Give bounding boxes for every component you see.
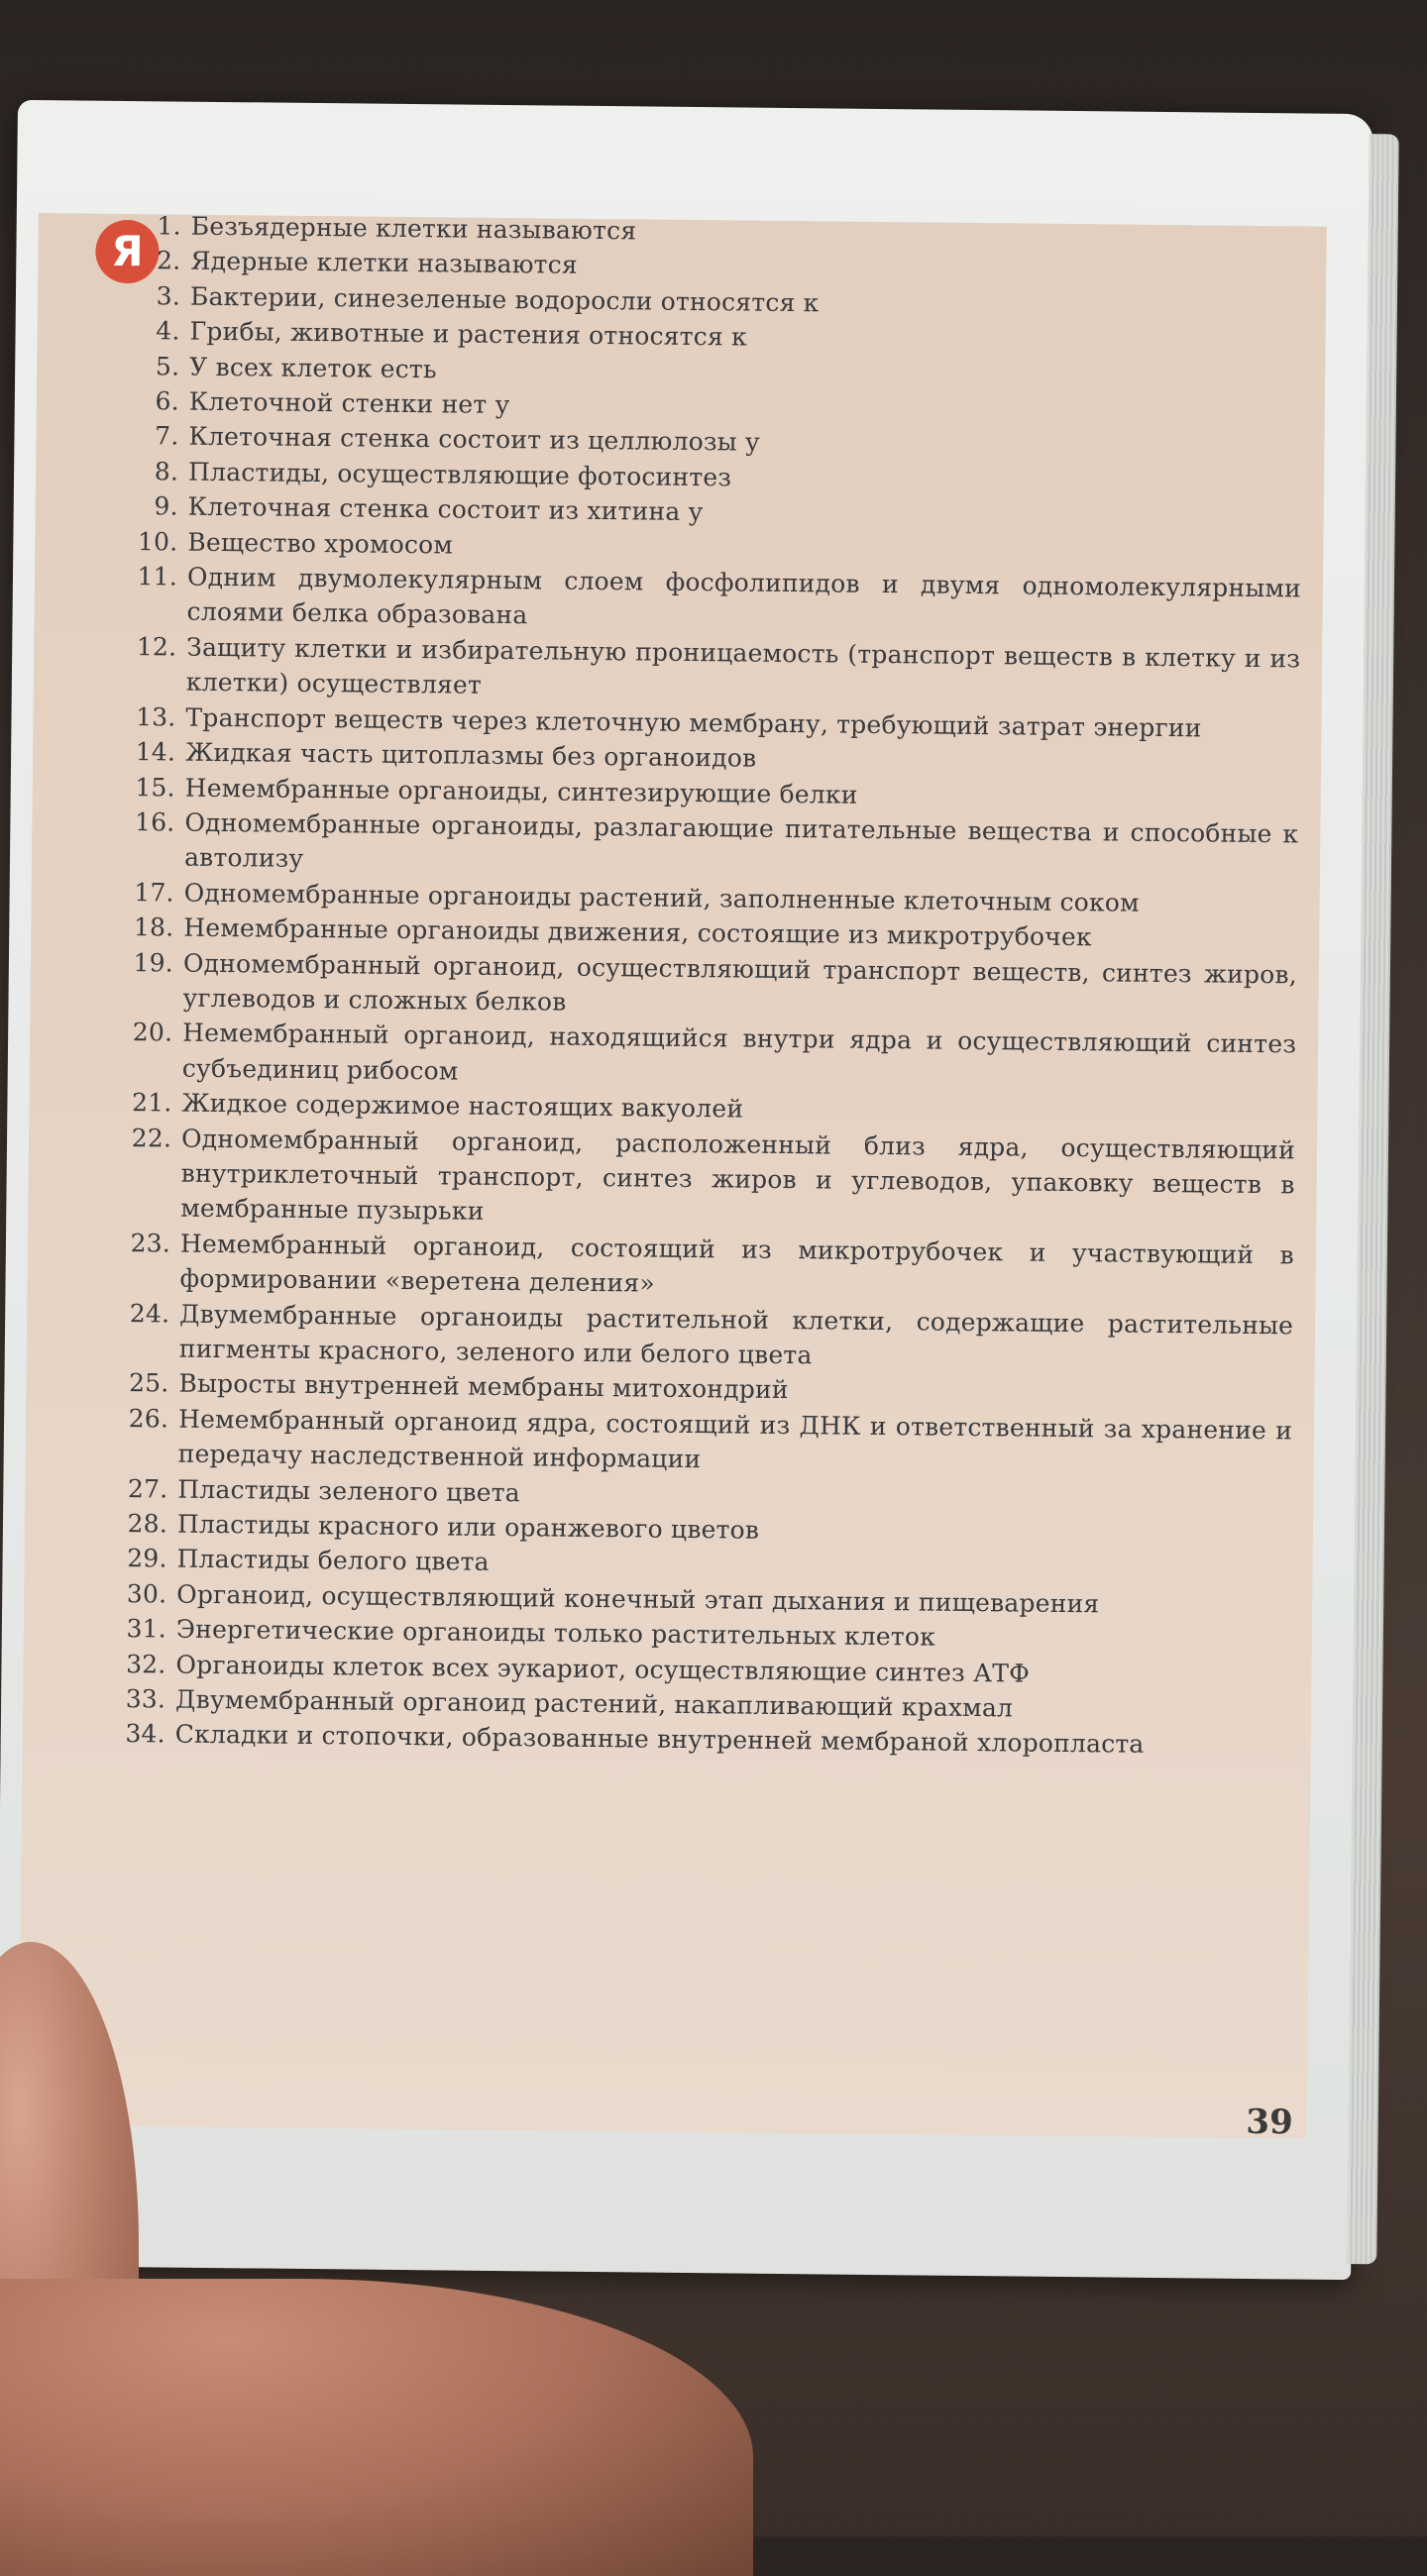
item-number: 10. <box>137 526 178 557</box>
item-text: Одномембранные органоиды, разлагающие питательные вещества и способные к автолизу <box>183 807 1299 874</box>
list-item <box>113 1401 1293 1483</box>
item-number: 28. <box>127 1509 168 1539</box>
item-number: 9. <box>154 491 178 521</box>
item-number: 33. <box>125 1684 166 1714</box>
item-number: 17. <box>134 877 174 908</box>
page-stack-edge <box>1347 134 1399 2264</box>
item-number: 27. <box>127 1473 168 1504</box>
item-number: 30. <box>126 1578 167 1609</box>
list-item <box>121 559 1301 641</box>
item-text: Выросты внутренней мембраны митохондрий <box>178 1369 789 1405</box>
item-text: Пластиды белого цвета <box>176 1545 490 1577</box>
item-number: 24. <box>129 1298 170 1329</box>
page-number: 39 <box>1246 2101 1293 2143</box>
item-text: Ядерные клетки называются <box>190 247 578 280</box>
item-number: 3. <box>156 281 181 311</box>
item-number: 13. <box>136 701 176 732</box>
item-text: Двумембранный органоид растений, накапливающий крахмал <box>174 1684 1014 1723</box>
item-number: 6. <box>155 386 180 416</box>
item-text: Органоид, осуществляющий конечный этап дыхания и пищеварения <box>176 1579 1100 1619</box>
hand <box>0 2279 753 2576</box>
item-text: Немембранные органоиды движения, состоящие из микротрубочек <box>183 912 1092 952</box>
item-text: Одномембранный органоид, расположенный близ ядра, осуществляющий внутриклеточный транспорт, синтез жиров и углеводов, упаковку веществ в мембранные пузырьки <box>180 1124 1296 1227</box>
item-text: Энергетические органоиды только растительных клеток <box>175 1614 936 1652</box>
item-number: 4. <box>156 316 180 346</box>
ya-badge-icon: Я <box>95 220 160 284</box>
item-number: 26. <box>128 1403 169 1434</box>
item-number: 20. <box>132 1018 173 1047</box>
item-text: Немембранный органоид, находящийся внутри ядра и осуществляющий синтез субъединиц рибосом <box>181 1018 1297 1086</box>
item-text: Пластиды зеленого цвета <box>177 1474 521 1507</box>
list-item <box>114 1296 1294 1378</box>
item-text: Немембранный органоид, состоящий из микротрубочек и участвующий в формировании «веретена деления» <box>179 1229 1295 1298</box>
item-text: Пластиды, осуществляющие фотосинтез <box>187 457 732 492</box>
list-item <box>117 944 1297 1026</box>
item-number: 32. <box>126 1649 166 1679</box>
item-number: 34. <box>125 1719 165 1749</box>
item-text: Немембранный органоид ядра, состоящий из ДНК и ответственный за хранение и передачу наследственной информации <box>177 1404 1293 1474</box>
list-item <box>114 1226 1294 1308</box>
list-item <box>121 629 1301 711</box>
item-number: 31. <box>126 1614 167 1644</box>
item-text: Клеточная стенка состоит из хитина у <box>187 491 704 527</box>
item-number: 21. <box>131 1088 172 1118</box>
item-number: 7. <box>155 421 179 451</box>
item-text: Грибы, животные и растения относятся к <box>189 316 748 352</box>
item-number: 18. <box>133 912 174 942</box>
item-text: Одним двумолекулярным слоем фосфолипидов и двумя одномолекулярными слоями белка образована <box>186 562 1302 630</box>
item-text: Одномембранный органоид, осуществляющий транспорт веществ, синтез жиров, углеводов и сложных белков <box>182 948 1298 1017</box>
item-number: 25. <box>128 1368 169 1398</box>
item-text: Клеточной стенки нет у <box>188 386 510 420</box>
question-list <box>110 208 1305 1764</box>
item-text: Органоиды клеток всех эукариот, осуществляющие синтез АТФ <box>175 1650 1031 1688</box>
item-number: 1. <box>157 211 181 241</box>
item-text: Двумембранные органоиды растительной клетки, содержащие растительные пигменты красного, зеленого или белого цвета <box>178 1299 1294 1370</box>
book-page <box>0 100 1373 2280</box>
item-text: Жидкое содержимое настоящих вакуолей <box>181 1088 744 1124</box>
list-item <box>119 805 1299 887</box>
item-text: У всех клеток есть <box>189 352 437 383</box>
item-number: 22. <box>131 1123 172 1153</box>
item-number: 11. <box>137 562 178 591</box>
item-text: Одномембранные органоиды растений, заполненные клеточным соком <box>183 878 1140 917</box>
item-text: Складки и стопочки, образованные внутренней мембраной хлоропласта <box>174 1720 1145 1760</box>
item-text: Жидкая часть цитоплазмы без органоидов <box>185 737 757 773</box>
list-item <box>117 1015 1297 1097</box>
item-text: Клеточная стенка состоит из целлюлозы у <box>188 422 761 458</box>
item-text: Транспорт веществ через клеточную мембрану, требующий затрат энергии <box>185 702 1202 743</box>
item-text: Защиту клетки и избирательную проницаемость (транспорт веществ в клетку и из клетки) осуществляет <box>185 632 1301 700</box>
item-number: 2. <box>156 246 181 275</box>
item-text: Бактерии, синезеленые водоросли относятся к <box>189 281 820 318</box>
item-number: 29. <box>127 1544 167 1573</box>
item-number: 8. <box>154 457 179 486</box>
item-number: 12. <box>136 631 177 662</box>
item-text: Пластиды красного или оранжевого цветов <box>176 1509 760 1545</box>
item-number: 16. <box>134 807 175 837</box>
item-number: 19. <box>133 947 174 978</box>
item-text: Немембранные органоиды, синтезирующие белки <box>184 773 858 809</box>
item-text: Безъядерные клетки называются <box>190 211 637 246</box>
item-number: 23. <box>130 1228 171 1258</box>
item-number: 14. <box>135 737 176 767</box>
item-number: 5. <box>155 351 180 381</box>
item-text: Вещество хромосом <box>187 527 454 560</box>
item-number: 15. <box>135 772 175 803</box>
list-item <box>115 1120 1295 1237</box>
